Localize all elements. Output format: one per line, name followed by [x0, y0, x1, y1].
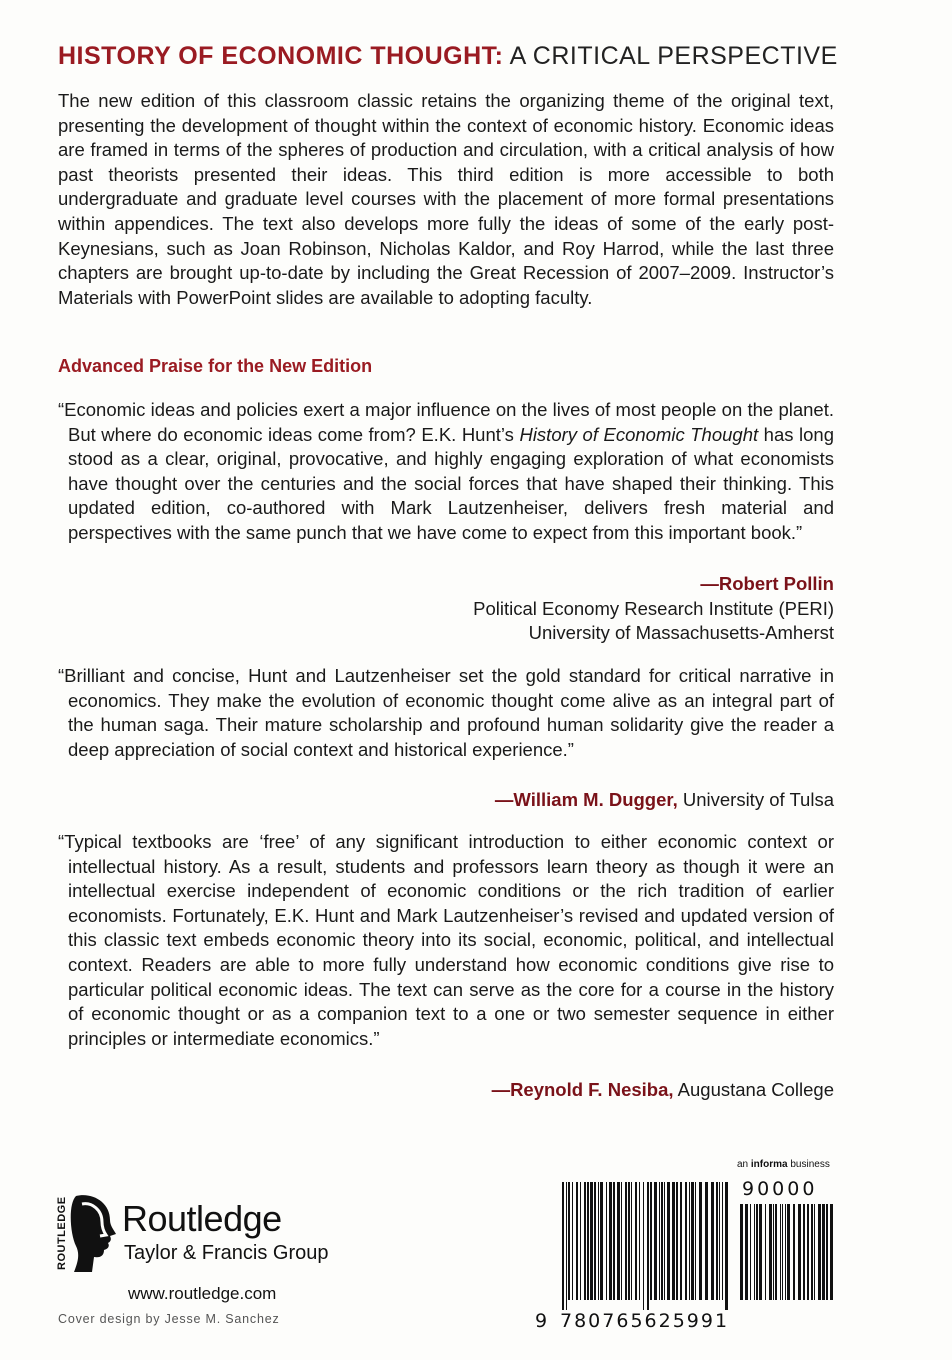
barcode-bar: [822, 1204, 825, 1300]
praise-heading: Advanced Praise for the New Edition: [58, 356, 373, 376]
barcode-bar: [722, 1182, 723, 1300]
reviewer-name-1: —Robert Pollin: [700, 573, 834, 594]
barcode-bar: [609, 1182, 612, 1300]
barcode-bar: [780, 1204, 781, 1300]
informa-post: business: [787, 1159, 830, 1170]
barcode-bar: [773, 1204, 774, 1300]
quote-1-text-b: has long stood as a clear, original, provocative, and highly engaging exploration of what economists have thought over the centuries and the social forces that have shaped their thinking. This updated edition, co-authored with Mark Lautzenheiser, delivers fresh material and perspectives with the same punch that we have come to expect from this important book.”: [68, 423, 834, 543]
praise-attribution-1: [58, 572, 834, 646]
barcode-bar: [699, 1182, 702, 1300]
barcode-bar: [650, 1182, 652, 1300]
title-bold: HISTORY OF ECONOMIC THOUGHT:: [58, 42, 504, 70]
publisher-name: Routledge: [122, 1198, 282, 1239]
barcode-bar: [759, 1204, 762, 1300]
barcode-bar: [691, 1182, 694, 1300]
barcode-bar: [705, 1182, 708, 1300]
informa-tagline: [737, 1159, 830, 1170]
cover-design-credit: Cover design by Jesse M. Sanchez: [58, 1312, 280, 1326]
barcode-bar: [617, 1182, 620, 1300]
reviewer-name-3: —Reynold F. Nesiba,: [491, 1079, 674, 1100]
barcode-bar: [756, 1204, 758, 1300]
isbn-barcode: [535, 1178, 840, 1332]
barcode-bar: [826, 1204, 828, 1300]
isbn-digits: [560, 1310, 729, 1332]
barcode-bar: [661, 1182, 663, 1300]
barcode-bar: [685, 1182, 687, 1300]
praise-attribution-2: [58, 788, 834, 813]
barcode-bar: [818, 1204, 821, 1300]
barcode-bar: [654, 1182, 657, 1300]
barcode-bar: [807, 1204, 809, 1300]
barcode-bar: [775, 1204, 777, 1300]
isbn-digits-text: 780765625991: [560, 1310, 730, 1332]
barcode-bar: [606, 1182, 607, 1300]
barcode-bar: [562, 1182, 564, 1310]
barcode-bar: [680, 1182, 682, 1300]
barcode-bar: [769, 1204, 772, 1300]
reviewer-affiliation-3: Augustana College: [673, 1079, 834, 1100]
quote-1-text-a: “Economic ideas and policies exert a major influence on the lives of most people on the planet. But where do economic ideas come from? E.K. Hunt’s: [58, 399, 834, 445]
barcode-bar: [803, 1204, 805, 1300]
quote-1-book-title: History of Economic Thought: [519, 423, 759, 445]
barcode-bar: [793, 1204, 795, 1300]
barcode-bar: [689, 1182, 690, 1300]
barcode-bar: [787, 1204, 790, 1300]
barcode-bar: [811, 1204, 813, 1300]
barcode-bar: [631, 1182, 632, 1300]
barcode-bar: [600, 1182, 603, 1300]
barcode-bar: [695, 1182, 696, 1300]
barcode-bar: [716, 1182, 718, 1300]
informa-bold: informa: [750, 1159, 788, 1170]
barcode-bar: [584, 1182, 586, 1300]
reviewer-affiliation-1b: University of Massachusetts-Amherst: [528, 622, 834, 644]
publisher-group: Taylor & Francis Group: [124, 1242, 329, 1264]
barcode-bar: [635, 1182, 637, 1300]
title-light: A CRITICAL PERSPECTIVE: [503, 42, 838, 70]
barcode-bar: [643, 1182, 644, 1310]
barcode-bar: [785, 1204, 786, 1300]
barcode-bar: [711, 1182, 714, 1300]
barcode-bar: [765, 1204, 766, 1300]
barcode-bar: [725, 1182, 728, 1310]
barcode-bar: [580, 1182, 581, 1300]
barcode-bar: [587, 1182, 589, 1300]
praise-quote-2: “Brilliant and concise, Hunt and Lautzenheiser set the gold standard for critical narrative in economics. They make the evolution of economic thought come alive as an integral part of the human saga. Their mature scholarship and profound human solidarity give the reader a deep appreciation of social context and historical experience.”: [58, 665, 834, 760]
barcode-bar: [613, 1182, 615, 1300]
barcode-bar: [566, 1182, 567, 1310]
routledge-logo: [56, 1192, 356, 1282]
book-description: The new edition of this classroom classic retains the organizing theme of the original text, presenting the development of thought within the context of economic history. Economic ideas are framed in terms of the spheres of production and circulation, with a critical analysis of how past theorists presented their ideas. This third edition is more accessible to both undergraduate and graduate level courses with the placement of more formal presentations within appendices. The text also develops more fully the ideas of some of the early post-Keynesians, such as Joan Robinson, Nicholas Kaldor, and Roy Harrod, while the last three chapters are brought up-to-date by including the Great Recession of 2007–2009. Instructor’s Materials with PowerPoint slides are available to adopting faculty.: [58, 90, 834, 308]
barcode-bar: [676, 1182, 678, 1300]
reviewer-affiliation-2: University of Tulsa: [677, 789, 834, 810]
barcode-bar: [719, 1182, 720, 1300]
barcode-bar: [664, 1182, 665, 1300]
barcode-bar: [659, 1182, 660, 1300]
barcode-bar: [814, 1204, 815, 1300]
barcode-bar: [745, 1204, 748, 1300]
isbn-first-digit: 9: [535, 1310, 548, 1332]
addon-digits: 90000: [742, 1178, 818, 1200]
barcode-bar: [798, 1204, 801, 1300]
praise-quote-1: [58, 398, 834, 546]
barcode-bar: [647, 1182, 649, 1310]
praise-quote-3: “Typical textbooks are ‘free’ of any significant introduction to either economic context or intellectual history. As a result, students and professors learn theory as though it were an intellectual exercise independent of economic conditions or the rich tradition of earlier economists. Fortunately, E.K. Hunt and Mark Lautzenheiser’s revised and updated version of this classic text embeds economic theory into its social, economic, political, and intellectual context. Readers are able to more fully understand how economic conditions give rise to particular political economic ideas. The text can serve as the core for a course in the history of economic thought or as a companion text to a one or two semester sequence in either principles or intermediate economics.”: [58, 831, 834, 1049]
barcode-bar: [576, 1182, 578, 1300]
barcode-bar: [590, 1182, 593, 1300]
profile-head-icon: [70, 1194, 118, 1274]
reviewer-affiliation-1a: Political Economy Research Institute (PERI): [473, 597, 834, 619]
barcode-bar: [598, 1182, 599, 1300]
addon-barcode-bars: [738, 1204, 838, 1310]
barcode-bar: [750, 1204, 751, 1300]
barcode-bar: [628, 1182, 630, 1300]
book-title: [58, 42, 838, 71]
barcode-bar: [625, 1182, 627, 1300]
informa-pre: an: [737, 1159, 751, 1170]
barcode-bar: [740, 1204, 743, 1300]
barcode-bar: [672, 1182, 675, 1300]
barcode-bar: [830, 1204, 833, 1300]
reviewer-name-2: —William M. Dugger,: [494, 789, 678, 810]
barcode-bar: [667, 1182, 670, 1300]
barcode-bar: [782, 1204, 783, 1300]
logo-side-text: ROUTLEDGE: [56, 1196, 68, 1270]
praise-attribution-3: [58, 1078, 834, 1103]
barcode-bar: [621, 1182, 622, 1300]
barcode-bar: [754, 1204, 755, 1300]
publisher-url: www.routledge.com: [128, 1284, 277, 1303]
barcode-bar: [639, 1182, 640, 1300]
barcode-bar: [594, 1182, 596, 1300]
ean-barcode-bars: [560, 1182, 732, 1310]
barcode-bar: [568, 1182, 570, 1300]
barcode-bar: [572, 1182, 573, 1300]
